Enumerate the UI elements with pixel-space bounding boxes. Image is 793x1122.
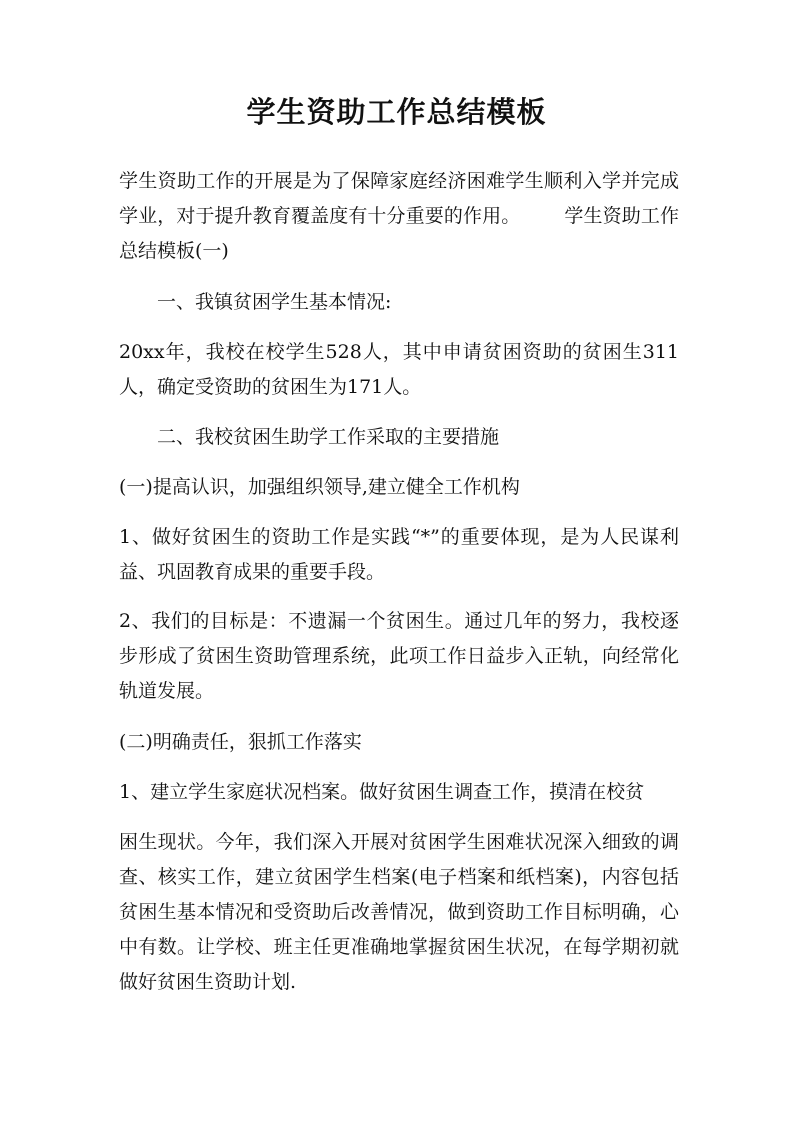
subsection-heading-1: (一)提高认识，加强组织领导,建立健全工作机构 [119, 476, 520, 498]
body-paragraph: 1、建立学生家庭状况档案。做好贫困生调查工作，摸清在校贫 [119, 781, 645, 803]
body-paragraph: 1、做好贫困生的资助工作是实践“*”的重要体现，是为人民谋利益、巩固教育成果的重要手段。 [119, 526, 679, 583]
intro-section-heading: 学生资助工作总结模板(一) [119, 205, 679, 262]
section-heading-2: 二、我校贫困生助学工作采取的主要措施 [157, 426, 500, 448]
intro-paragraph [119, 164, 679, 269]
subsection-heading-2: (二)明确责任，狠抓工作落实 [119, 731, 362, 753]
body-paragraph: 20xx年，我校在校学生528人，其中申请贫困资助的贫困生311人，确定受资助的贫困生为171人。 [119, 341, 679, 398]
intro-text: 学生资助工作的开展是为了保障家庭经济困难学生顺利入学并完成学业，对于提升教育覆盖度有十分重要的作用。 [119, 170, 679, 227]
section-heading-1: 一、我镇贫困学生基本情况: [157, 291, 392, 313]
body-paragraph: 2、我们的目标是：不遗漏一个贫困生。通过几年的努力，我校逐步形成了贫困生资助管理系统，此项工作日益步入正轨，向经常化轨道发展。 [119, 610, 679, 702]
body-paragraph: 困生现状。今年，我们深入开展对贫困学生困难状况深入细致的调查、核实工作，建立贫困学生档案(电子档案和纸档案)，内容包括贫困生基本情况和受资助后改善情况，做到资助工作目标明确，心中有数。让学校、班主任更准确地掌握贫困生状况，在每学期初就做好贫困生资助计划. [119, 831, 679, 993]
document-title: 学生资助工作总结模板 [246, 95, 547, 129]
